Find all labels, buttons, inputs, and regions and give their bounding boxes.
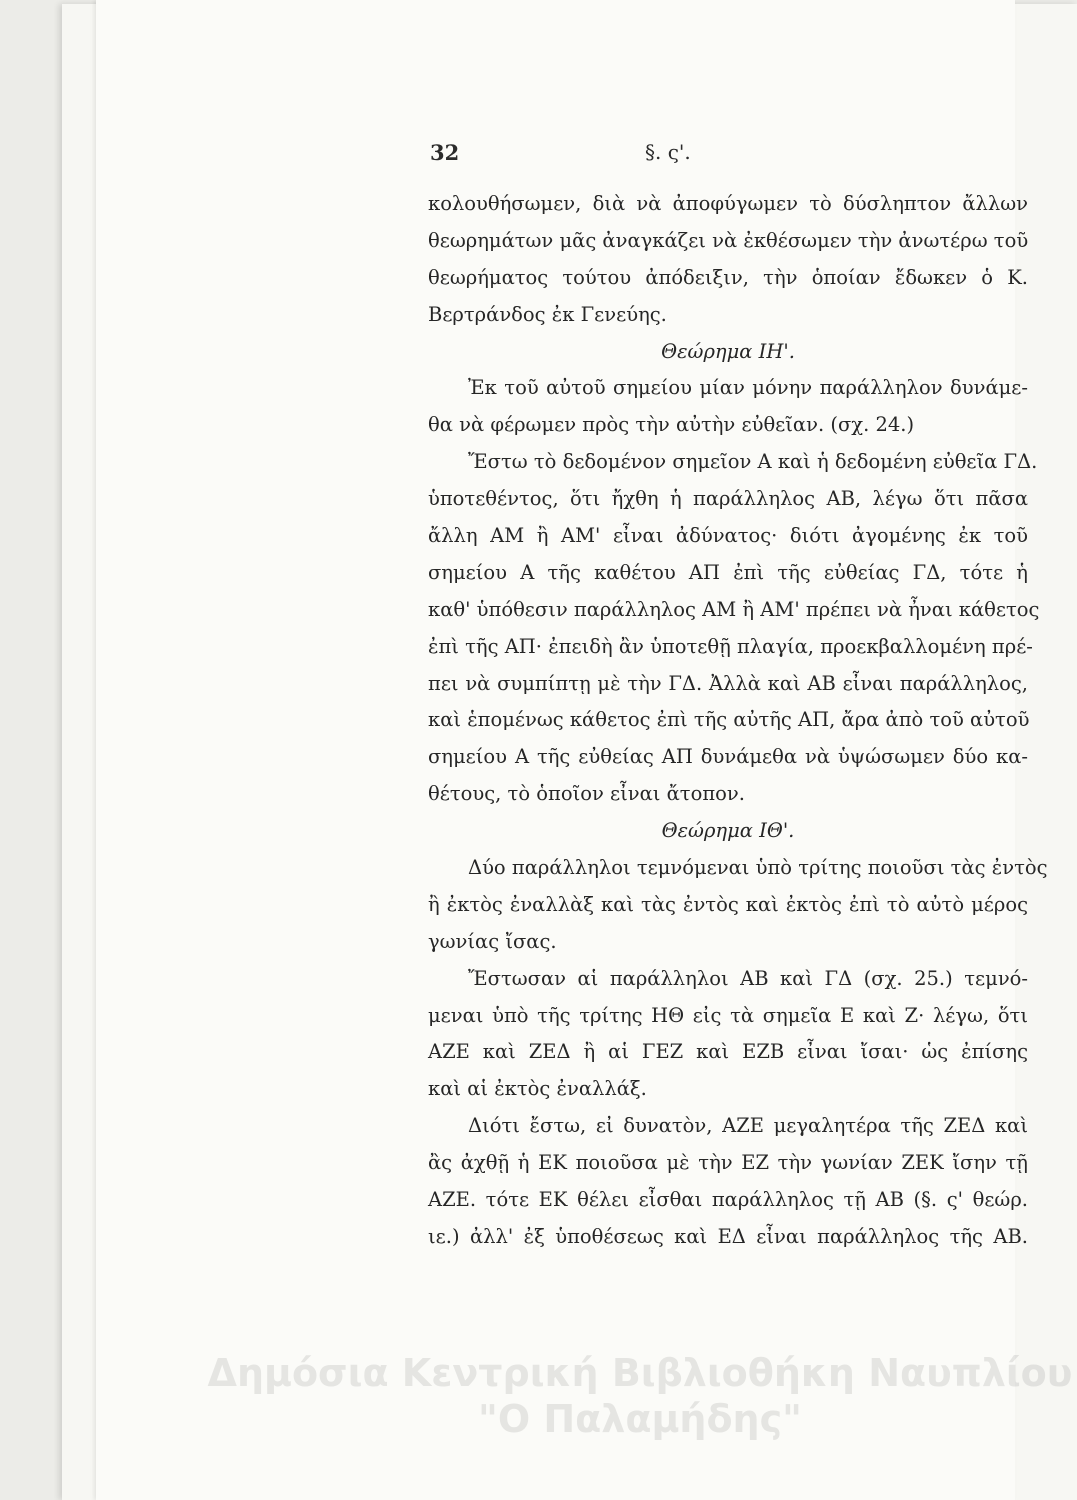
text-line: ἢ ἐκτὸς ἐναλλὰξ καὶ τὰς ἐντὸς καὶ ἐκτὸς ἐπὶ τὸ αὐτὸ μέρος	[428, 892, 1028, 916]
text-line: Βερτράνδος ἐκ Γενεύης.	[428, 302, 667, 326]
text-line: μεναι ὑπὸ τῆς τρίτης ΗΘ εἰς τὰ σημεῖα Ε καὶ Ζ· λέγω, ὅτι	[428, 1003, 1028, 1027]
text-line: ιε.) ἀλλ' ἐξ ὑποθέσεως καὶ ΕΔ εἶναι παράλληλος τῆς ΑΒ.	[428, 1224, 1028, 1248]
text-line: καὶ αἱ ἐκτὸς ἐναλλάξ.	[428, 1077, 647, 1101]
text-line: σημείου Α τῆς εὐθείας ΑΠ δυνάμεθα νὰ ὑψώσωμεν δύο κα-	[428, 745, 1028, 769]
text-line: σημείου Α τῆς καθέτου ΑΠ ἐπὶ τῆς εὐθείας ΓΔ, τότε ἡ	[428, 560, 1028, 584]
text-line: Ἐκ τοῦ αὐτοῦ σημείου μίαν μόνην παράλληλον δυνάμε-	[468, 376, 1028, 400]
text-line: θεωρήματος τούτου ἀπόδειξιν, τὴν ὁποίαν ἔδωκεν ὁ Κ.	[428, 265, 1028, 289]
text-line: γωνίας ἴσας.	[428, 929, 557, 953]
library-watermark	[160, 1350, 1077, 1442]
text-line: Δύο παράλληλοι τεμνόμεναι ὑπὸ τρίτης ποιοῦσι τὰς ἐντὸς	[468, 856, 1048, 880]
watermark-line-1: Δημόσια Κεντρική Βιβλιοθήκη Ναυπλίου	[207, 1351, 1073, 1395]
section-mark: §. ς'.	[645, 140, 691, 164]
text-line: καθ' ὑπόθεσιν παράλληλος ΑΜ ἢ ΑΜ' πρέπει νὰ ἦναι κάθετος	[428, 597, 1040, 621]
text-line: θα νὰ φέρωμεν πρὸς τὴν αὐτὴν εὐθεῖαν. (σχ. 24.)	[428, 413, 915, 437]
text-line: Ἔστωσαν αἱ παράλληλοι ΑΒ καὶ ΓΔ (σχ. 25.) τεμνό-	[468, 966, 1028, 990]
text-line: ΑΖΕ. τότε ΕΚ θέλει εἶσθαι παράλληλος τῇ ΑΒ (§. ς' θεώρ.	[428, 1188, 1028, 1212]
page-header	[430, 140, 1030, 174]
theorem-title: Θεώρημα ΙΗ'.	[661, 339, 795, 363]
text-line: θέτους, τὸ ὁποῖον εἶναι ἄτοπον.	[428, 782, 745, 806]
body-text	[428, 186, 1048, 1256]
text-line: πει νὰ συμπίπτῃ μὲ τὴν ΓΔ. Ἀλλὰ καὶ ΑΒ εἶναι παράλληλος,	[428, 671, 1028, 695]
theorem-title: Θεώρημα ΙΘ'.	[661, 819, 795, 843]
text-line: ἐπὶ τῆς ΑΠ· ἐπειδὴ ἂν ὑποτεθῇ πλαγία, προεκβαλλομένη πρέ-	[428, 634, 1033, 658]
text-line: κολουθήσωμεν, διὰ νὰ ἀποφύγωμεν τὸ δύσληπτον ἄλλων	[428, 192, 1028, 215]
watermark-line-2: "Ο Παλαμήδης"	[478, 1397, 802, 1441]
text-line: ἂς ἀχθῇ ἡ ΕΚ ποιοῦσα μὲ τὴν ΕΖ τὴν γωνίαν ΖΕΚ ἴσην τῇ	[428, 1151, 1028, 1175]
text-line: Ἔστω τὸ δεδομένον σημεῖον Α καὶ ἡ δεδομένη εὐθεῖα ΓΔ.	[468, 450, 1038, 474]
text-line: ἄλλη ΑΜ ἢ ΑΜ' εἶναι ἀδύνατος· διότι ἀγομένης ἐκ τοῦ	[428, 524, 1028, 548]
text-line: ὑποτεθέντος, ὅτι ἤχθη ἡ παράλληλος ΑΒ, λέγω ὅτι πᾶσα	[428, 487, 1028, 511]
text-line: ΑΖΕ καὶ ΖΕΔ ἢ αἱ ΓΕΖ καὶ ΕΖΒ εἶναι ἴσαι· ὡς ἐπίσης	[428, 1040, 1028, 1064]
text-line: Διότι ἔστω, εἰ δυνατὸν, ΑΖΕ μεγαλητέρα τῆς ΖΕΔ καὶ	[468, 1114, 1028, 1138]
page-number: 32	[430, 140, 460, 165]
text-line: θεωρημάτων μᾶς ἀναγκάζει νὰ ἐκθέσωμεν τὴν ἀνωτέρω τοῦ	[428, 228, 1029, 252]
text-line: καὶ ἑπομένως κάθετος ἐπὶ τῆς αὐτῆς ΑΠ, ἄρα ἀπὸ τοῦ αὐτοῦ	[428, 708, 1030, 732]
